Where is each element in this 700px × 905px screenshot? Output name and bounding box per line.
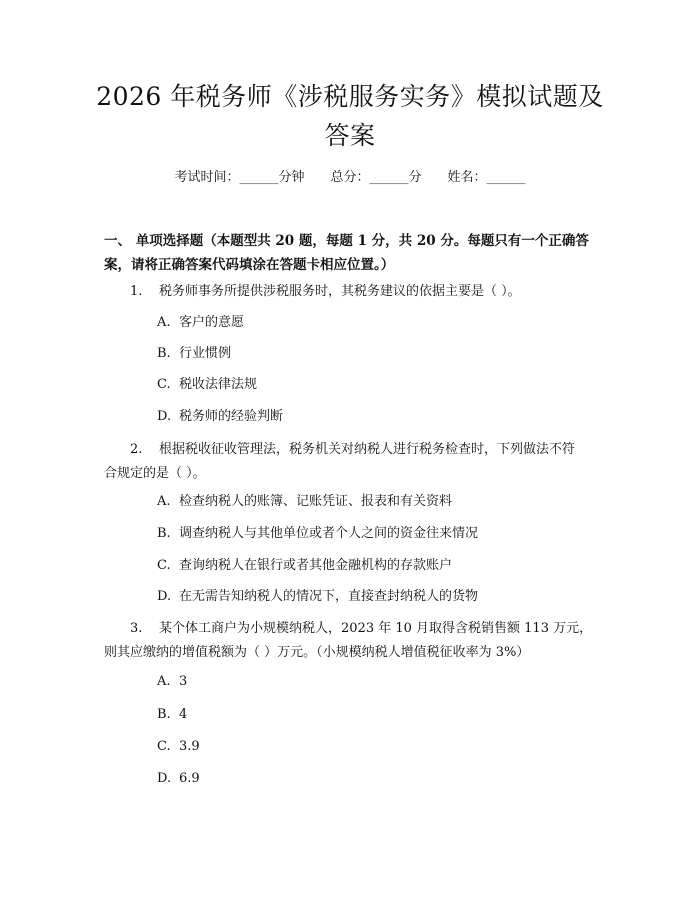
option-3d bbox=[157, 770, 597, 788]
option-text: 检查纳税人的账簿、记账凭证、报表和有关资料 bbox=[179, 494, 453, 509]
question-1 bbox=[104, 280, 604, 304]
option-letter: A. bbox=[157, 494, 171, 509]
question-number: 3. bbox=[130, 621, 143, 636]
option-letter: D. bbox=[157, 589, 172, 604]
option-text: 税务师的经验判断 bbox=[179, 409, 284, 424]
question-number: 2. bbox=[130, 442, 143, 457]
section-heading-line-2: 案，请将正确答案代码填涂在答题卡相应位置。） bbox=[104, 257, 395, 273]
option-2a bbox=[157, 493, 597, 511]
option-text: 6.9 bbox=[179, 771, 200, 786]
section-heading bbox=[104, 229, 604, 277]
option-2c bbox=[157, 557, 597, 575]
option-letter: A. bbox=[157, 674, 171, 689]
name-label: 姓名：______ bbox=[447, 170, 526, 185]
option-letter: B. bbox=[157, 707, 171, 722]
option-text: 在无需告知纳税人的情况下，直接查封纳税人的货物 bbox=[179, 589, 479, 604]
option-text: 客户的意愿 bbox=[179, 315, 245, 330]
option-letter: A. bbox=[157, 315, 171, 330]
option-letter: B. bbox=[157, 346, 171, 361]
option-3b bbox=[157, 706, 597, 724]
option-letter: C. bbox=[157, 558, 171, 573]
option-2d bbox=[157, 588, 597, 606]
option-1b bbox=[157, 345, 597, 363]
total-score-label: 总分：______分 bbox=[330, 170, 422, 185]
option-1a bbox=[157, 314, 597, 332]
option-3c bbox=[157, 738, 597, 756]
page-title-line-1: 2026 年税务师《涉税服务实务》模拟试题及 bbox=[96, 82, 604, 111]
option-letter: B. bbox=[157, 526, 171, 541]
option-letter: D. bbox=[157, 771, 172, 786]
option-text: 3 bbox=[179, 674, 188, 689]
question-2 bbox=[104, 438, 604, 486]
question-text-line-1: 根据税收征收管理法，税务机关对纳税人进行税务检查时，下列做法不符 bbox=[159, 442, 576, 457]
option-letter: C. bbox=[157, 377, 171, 392]
exam-info-row bbox=[0, 169, 700, 187]
question-text-line-2: 则其应缴纳的增值税额为（ ）万元。（小规模纳税人增值税征收率为 3%） bbox=[104, 645, 530, 660]
option-1c bbox=[157, 376, 597, 394]
exam-time-label: 考试时间：______分钟 bbox=[174, 170, 305, 185]
option-3a bbox=[157, 673, 597, 691]
option-text: 3.9 bbox=[179, 739, 200, 754]
option-letter: D. bbox=[157, 409, 172, 424]
option-letter: C. bbox=[157, 739, 171, 754]
section-heading-line-1: 一、 单项选择题（本题型共 20 题，每题 1 分，共 20 分。每题只有一个正确答 bbox=[104, 233, 589, 249]
question-number: 1. bbox=[130, 284, 143, 299]
question-text: 税务师事务所提供涉税服务时，其税务建议的依据主要是（ ）。 bbox=[159, 284, 521, 299]
option-text: 行业惯例 bbox=[179, 346, 232, 361]
question-3 bbox=[104, 617, 604, 665]
option-1d bbox=[157, 408, 597, 426]
question-text-line-1: 某个体工商户为小规模纳税人，2023 年 10 月取得含税销售额 113 万元， bbox=[159, 621, 593, 636]
page-title-line-2: 答案 bbox=[324, 121, 376, 150]
option-text: 税收法律法规 bbox=[179, 377, 258, 392]
option-2b bbox=[157, 525, 597, 543]
question-text-line-2: 合规定的是（ ）。 bbox=[104, 466, 206, 481]
option-text: 4 bbox=[179, 707, 188, 722]
option-text: 调查纳税人与其他单位或者个人之间的资金往来情况 bbox=[179, 526, 479, 541]
option-text: 查询纳税人在银行或者其他金融机构的存款账户 bbox=[179, 558, 453, 573]
